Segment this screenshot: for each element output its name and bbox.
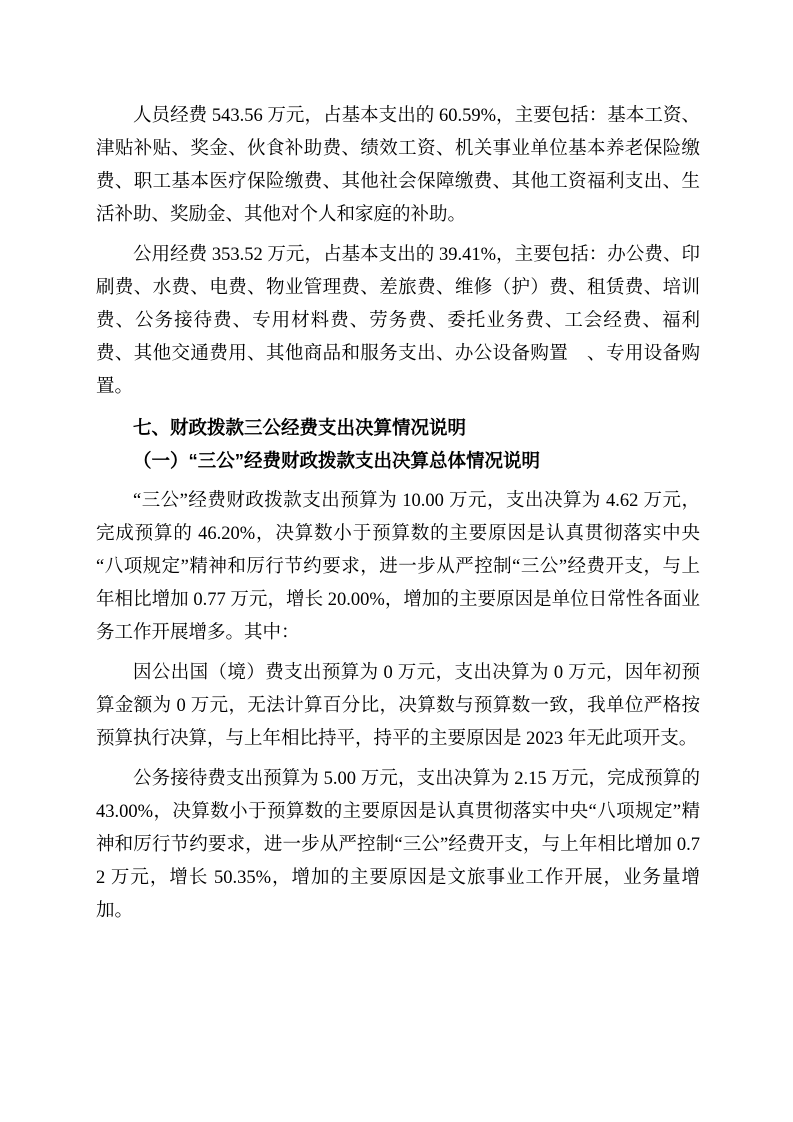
subsection-heading-overall-situation: （一）“三公”经费财政拨款支出决算总体情况说明 — [133, 450, 541, 471]
paragraph-personnel-expense: 人员经费 543.56 万元，占基本支出的 60.59%，主要包括：基本工资、津贴补贴、奖金、伙食补助费、绩效工资、机关事业单位基本养老保险缴费、职工基本医疗保险缴费、其他社会保障缴费、其他工资福利支出、生活补助、奖励金、其他对个人和家庭的补助。 — [96, 106, 700, 225]
document-body — [96, 100, 700, 928]
paragraph-public-expense: 公用经费 353.52 万元，占基本支出的 39.41%，主要包括：办公费、印刷费、水费、电费、物业管理费、差旅费、维修（护）费、租赁费、培训费、公务接待费、专用材料费、劳务费、委托业务费、工会经费、福利费、其他交通费用、其他商品和服务支出、办公设备购置 、专用设备购置。 — [96, 245, 700, 397]
paragraph-official-reception-expense: 公务接待费支出预算为 5.00 万元，支出决算为 2.15 万元，完成预算的 43.00%，决算数小于预算数的主要原因是认真贯彻落实中央“八项规定”精神和厉行节约要求，进一步从严控制“三公”经费开支，与上年相比增加 0.72 万元，增长 50.35%，增加的主要原因是文旅事业工作开展，业务量增加。 — [96, 769, 700, 921]
paragraph-three-public-overview: “三公”经费财政拨款支出预算为 10.00 万元，支出决算为 4.62 万元，完成预算的 46.20%，决算数小于预算数的主要原因是认真贯彻落实中央“八项规定”精神和厉行节约要求，进一步从严控制“三公”经费开支，与上年相比增加 0.77 万元，增长 20.00%，增加的主要原因是单位日常性各面业务工作开展增多。其中： — [96, 491, 700, 643]
paragraph-overseas-travel-expense: 因公出国（境）费支出预算为 0 万元，支出决算为 0 万元，因年初预算金额为 0 万元，无法计算百分比，决算数与预算数一致，我单位严格按预算执行决算，与上年相比持平，持平的主要原因是 2023 年无此项开支。 — [96, 663, 700, 749]
section-heading-three-public-funds: 七、财政拨款三公经费支出决算情况说明 — [133, 417, 467, 438]
